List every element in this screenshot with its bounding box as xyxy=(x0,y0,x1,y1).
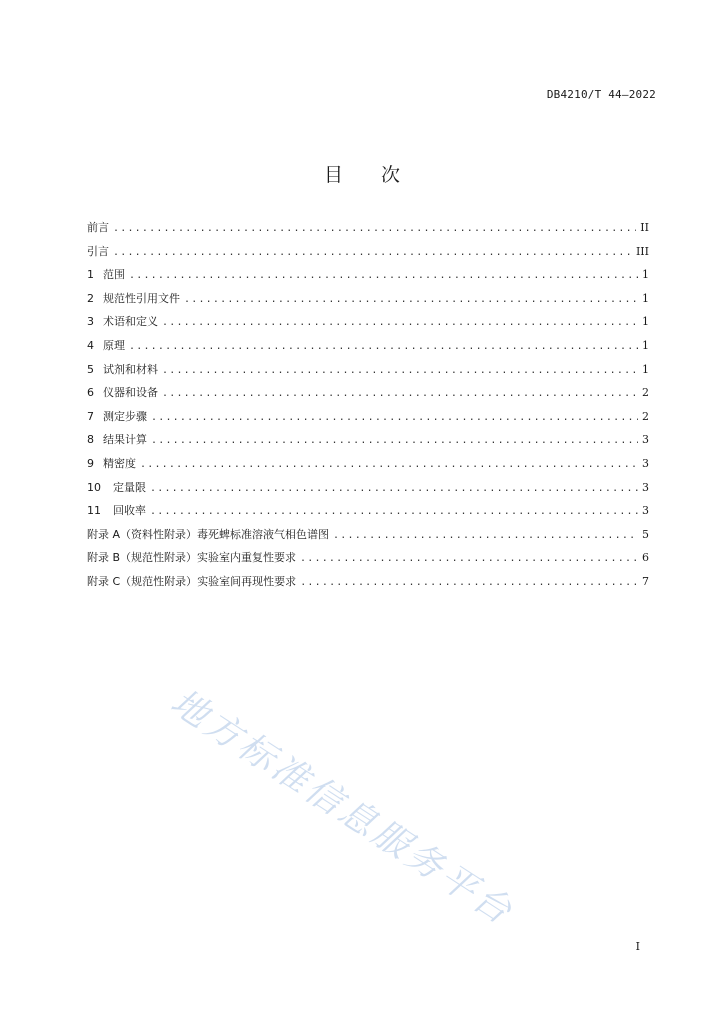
toc-number: 2 xyxy=(87,291,94,305)
toc-number: 4 xyxy=(87,338,94,352)
toc-entry-11[interactable] xyxy=(87,502,649,526)
toc-page: 2 xyxy=(642,386,649,400)
standard-code: DB4210/T 44—2022 xyxy=(546,88,656,101)
toc-label: 实验室内重复性要求 xyxy=(197,551,297,565)
toc-page: 1 xyxy=(642,315,649,329)
toc-number: 7 xyxy=(87,409,94,423)
toc-number: 11 xyxy=(87,504,101,518)
table-of-contents xyxy=(87,219,649,597)
toc-page: 3 xyxy=(642,504,649,518)
toc-number: 3 xyxy=(87,315,94,329)
toc-page: 1 xyxy=(642,268,649,282)
toc-label: 术语和定义 xyxy=(103,315,158,329)
dot-leader xyxy=(113,247,632,258)
toc-entry-annex-c[interactable] xyxy=(87,573,649,597)
toc-page: III xyxy=(635,244,649,258)
toc-entry-4[interactable] xyxy=(87,337,649,361)
toc-label: 测定步骤 xyxy=(103,409,147,423)
dot-leader xyxy=(129,341,638,352)
title-char-2: 次 xyxy=(381,164,401,186)
annex-tag: 附录 A（资料性附录） xyxy=(87,527,198,541)
dot-leader xyxy=(333,530,638,541)
toc-entry-9[interactable] xyxy=(87,455,649,479)
toc-page: 7 xyxy=(642,574,649,588)
toc-label: 规范性引用文件 xyxy=(103,291,180,305)
dot-leader xyxy=(150,483,638,494)
dot-leader xyxy=(300,577,638,588)
toc-entry-1[interactable] xyxy=(87,266,649,290)
toc-label: 回收率 xyxy=(113,504,146,518)
dot-leader xyxy=(113,223,636,234)
dot-leader xyxy=(151,435,638,446)
toc-page: 5 xyxy=(642,527,649,541)
annex-tag: 附录 B（规范性附录） xyxy=(87,551,198,565)
page-title xyxy=(0,160,724,187)
toc-number: 1 xyxy=(87,268,94,282)
toc-label: 引言 xyxy=(87,244,109,258)
toc-page: 3 xyxy=(642,480,649,494)
toc-entry-2[interactable] xyxy=(87,290,649,314)
toc-page: 1 xyxy=(642,291,649,305)
toc-number: 5 xyxy=(87,362,94,376)
toc-number: 8 xyxy=(87,433,94,447)
toc-page: 3 xyxy=(642,456,649,470)
toc-entry-introduction[interactable] xyxy=(87,243,649,267)
dot-leader xyxy=(162,317,638,328)
toc-label: 定量限 xyxy=(113,480,146,494)
dot-leader xyxy=(162,365,638,376)
toc-entry-7[interactable] xyxy=(87,408,649,432)
toc-entry-annex-b[interactable] xyxy=(87,549,649,573)
toc-page: II xyxy=(640,221,649,234)
toc-label: 结果计算 xyxy=(103,433,147,447)
toc-label: 前言 xyxy=(87,221,109,234)
dot-leader xyxy=(151,412,638,423)
toc-label: 实验室间再现性要求 xyxy=(197,574,297,588)
toc-label: 范围 xyxy=(103,268,125,282)
toc-entry-6[interactable] xyxy=(87,384,649,408)
toc-number: 10 xyxy=(87,480,101,494)
toc-entry-8[interactable] xyxy=(87,431,649,455)
title-char-1: 目 xyxy=(323,164,343,186)
dot-leader xyxy=(150,506,638,517)
toc-label: 精密度 xyxy=(103,456,136,470)
dot-leader xyxy=(140,459,638,470)
toc-number: 6 xyxy=(87,386,94,400)
toc-entry-foreword[interactable] xyxy=(87,219,649,243)
toc-label: 毒死蜱标准溶液气相色谱图 xyxy=(197,527,330,541)
toc-page: 6 xyxy=(642,551,649,565)
toc-entry-annex-a[interactable] xyxy=(87,526,649,550)
toc-page: 1 xyxy=(642,338,649,352)
toc-entry-10[interactable] xyxy=(87,479,649,503)
watermark: 地方标准信息服务平台 xyxy=(163,681,522,934)
dot-leader xyxy=(300,553,638,564)
toc-page: 2 xyxy=(642,409,649,423)
dot-leader xyxy=(129,270,638,281)
dot-leader xyxy=(162,388,638,399)
toc-label: 仪器和设备 xyxy=(103,386,158,400)
toc-entry-3[interactable] xyxy=(87,313,649,337)
toc-page: 3 xyxy=(642,433,649,447)
toc-entry-5[interactable] xyxy=(87,361,649,385)
page-number: I xyxy=(635,940,640,953)
toc-number: 9 xyxy=(87,456,94,470)
toc-label: 试剂和材料 xyxy=(103,362,158,376)
dot-leader xyxy=(184,294,638,305)
toc-page: 1 xyxy=(642,362,649,376)
toc-label: 原理 xyxy=(103,338,125,352)
annex-tag: 附录 C（规范性附录） xyxy=(87,574,198,588)
